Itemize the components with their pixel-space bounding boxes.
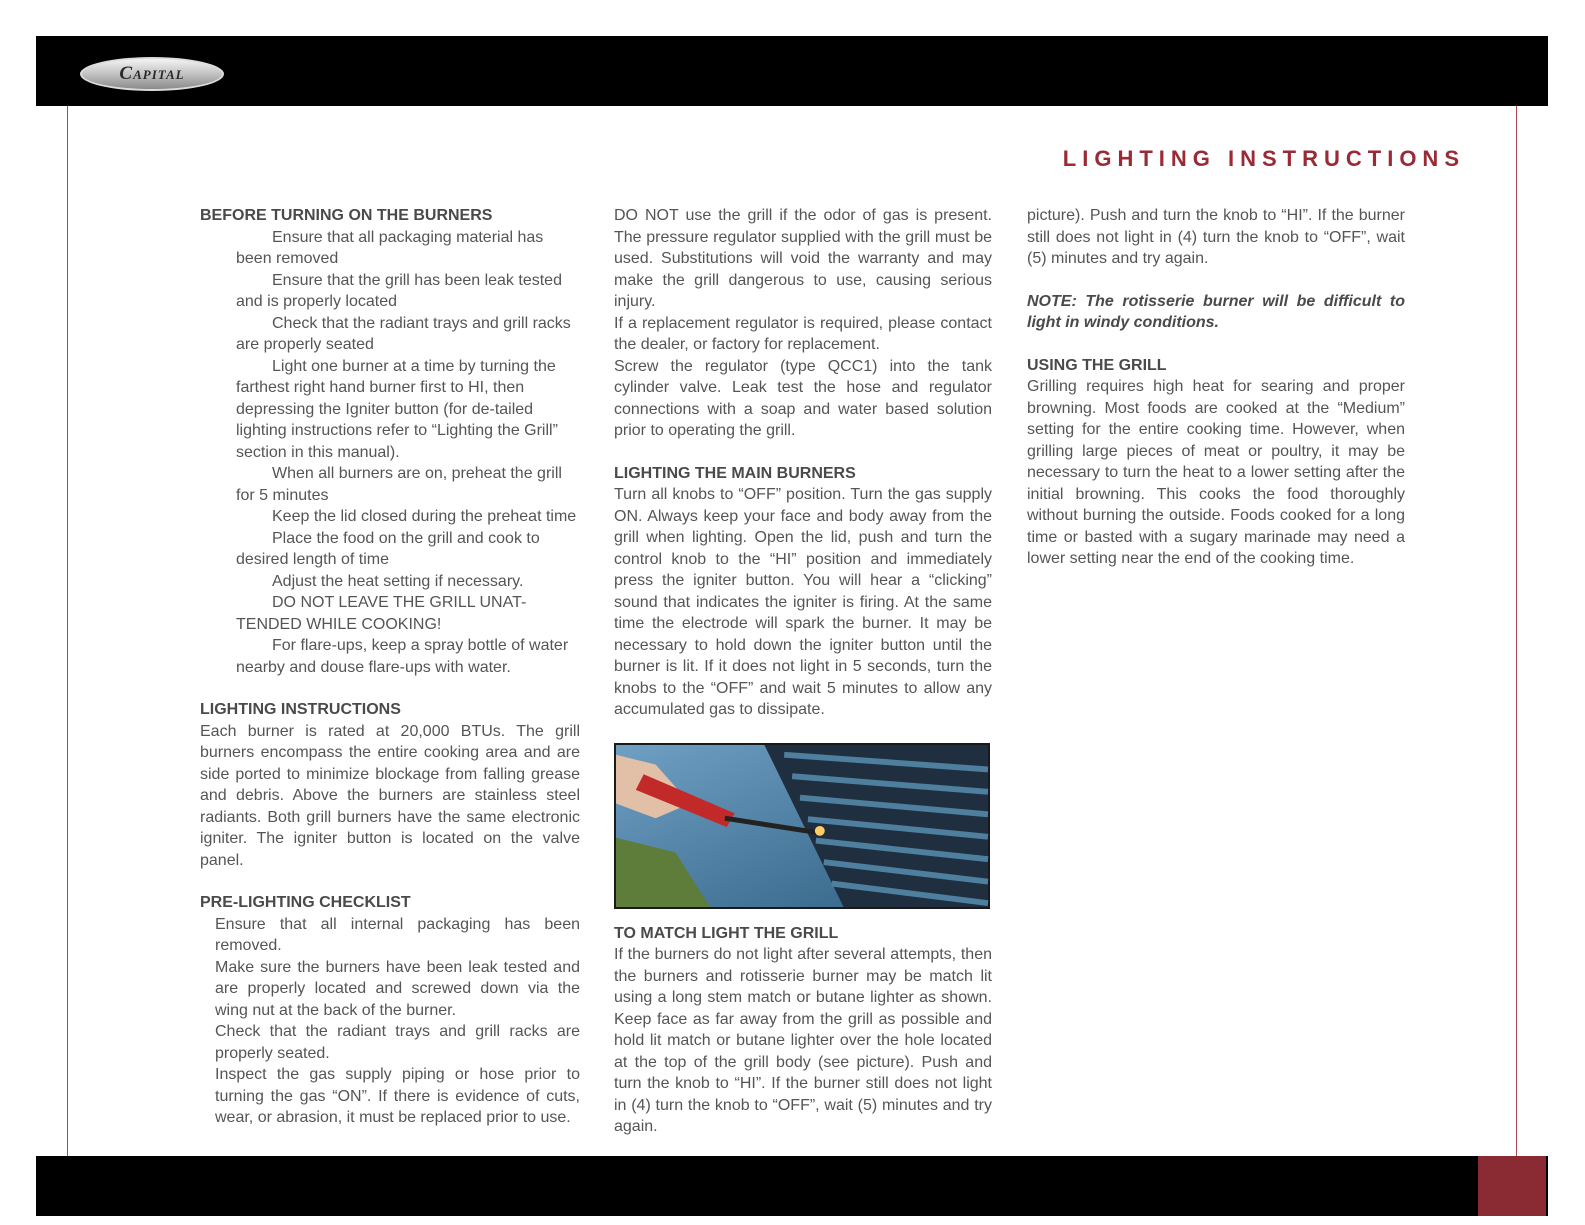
- checklist-item: Make sure the burners have been leak tested and are properly located and screwed down via the wing nut at the back of the burner.: [215, 958, 580, 1019]
- match-light-heading: TO MATCH LIGHT THE GRILL: [614, 924, 839, 942]
- checklist-item: Inspect the gas supply piping or hose prior to turning the gas “ON”. If there is evidence of cuts, wear, or abrasion, it must be replaced prior to use.: [215, 1066, 580, 1126]
- windy-note: NOTE: The rotisserie burner will be difficult to light in windy conditions.: [1027, 292, 1405, 331]
- using-grill-heading: USING THE GRILL: [1027, 356, 1167, 374]
- match-lighting-photo: [614, 743, 990, 909]
- checklist-continued: If a replacement regulator is required, please contact the dealer, or factory for replacement.: [614, 314, 992, 353]
- before-step: Keep the lid closed during the preheat time: [272, 508, 577, 525]
- main-burners-body: Turn all knobs to “OFF” position. Turn the gas supply ON. Always keep your face and body away from the grill when lighting. Open the lid, push and turn the control knob to the “HI” position and immediately press the igniter button. You will hear a “clicking” sound that indicates the igniter is firing. At the same time the electrode will spark the burner. It may be necessary to hold down the igniter button until the burner is lit. If it does not light in 5 seconds, turn the knobs to the “OFF” and wait 5 minutes to allow any accumulated gas to dissipate.: [614, 486, 992, 718]
- before-step: When all burners are on, preheat the grill for 5 minutes: [236, 465, 562, 504]
- before-step: DO NOT LEAVE THE GRILL UNAT-TENDED WHILE COOKING!: [236, 594, 527, 633]
- before-step: Adjust the heat setting if necessary.: [272, 572, 524, 590]
- logo-text: Capital: [119, 63, 185, 84]
- before-step: Light one burner at a time by turning the farthest right hand burner first to HI, then depressing the Igniter button (for de-tailed lighting instructions refer to “Lighting the Grill” section in this manual).: [236, 357, 558, 461]
- page-accent-block: [1478, 1156, 1546, 1216]
- left-rule: [67, 106, 68, 1156]
- checklist-continued: DO NOT use the grill if the odor of gas is present. The pressure regulator supplied with the grill must be used. Substitutions will void the warranty and may make the grill dangerous to use, causing serious injury.: [614, 207, 992, 310]
- before-step: Ensure that all packaging material has been removed: [236, 228, 544, 267]
- pre-lighting-heading: PRE-LIGHTING CHECKLIST: [200, 894, 411, 911]
- before-step: Ensure that the grill has been leak tested and is properly located: [236, 271, 562, 310]
- right-rule: [1516, 106, 1517, 1156]
- checklist-continued: Screw the regulator (type QCC1) into the tank cylinder valve. Leak test the hose and regulator connections with a soap and water based solution prior to operating the grill.: [614, 357, 992, 439]
- column-2: [614, 205, 992, 1135]
- before-step: Place the food on the grill and cook to desired length of time: [236, 529, 540, 568]
- column-1: [200, 205, 580, 1129]
- match-light-body: If the burners do not light after several attempts, then the burners and rotisserie burner may be match lit using a long stem match or butane lighter as shown. Keep face as far away from the grill as possible and hold lit match or butane lighter over the hole located at the top of the grill body (see picture). Push and turn the knob to “HI”. If the burner still does not light in (4) turn the knob to “OFF”, wait (5) minutes and try again.: [614, 946, 992, 1135]
- before-burners-heading: BEFORE TURNING ON THE BURNERS: [200, 207, 493, 224]
- match-light-continued: picture). Push and turn the knob to “HI”. If the burner still does not light in (4) turn the knob to “OFF”, wait (5) minutes and try again.: [1027, 207, 1405, 267]
- before-step: For flare-ups, keep a spray bottle of water nearby and douse flare-ups with water.: [236, 637, 569, 676]
- capital-logo: [80, 57, 224, 91]
- using-grill-body: Grilling requires high heat for searing and proper browning. Most foods are cooked at the “Medium” setting for the entire cooking time. However, when grilling large pieces of meat or poultry, it may be necessary to turn the heat to a lower setting after the initial browning. This cooks the food thoroughly without burning the outside. Foods cooked for a long time or basted with a sugary marinade may need a lower setting near the end of the cooking time.: [1027, 378, 1405, 567]
- before-step: Check that the radiant trays and grill racks are properly seated: [236, 314, 571, 353]
- page-title: LIGHTING INSTRUCTIONS: [1062, 146, 1465, 171]
- checklist-item: Ensure that all internal packaging has been removed.: [215, 915, 580, 954]
- top-bar: [36, 36, 1548, 106]
- lighting-instructions-body: Each burner is rated at 20,000 BTUs. The grill burners encompass the entire cooking area and are side ported to minimize blockage from falling grease and debris. Above the burners are stainless steel radiants. Both grill burners have the same electronic igniter. The igniter button is located on the valve panel.: [200, 722, 580, 869]
- column-3: [1027, 205, 1405, 570]
- bottom-bar: [36, 1156, 1548, 1216]
- main-burners-heading: LIGHTING THE MAIN BURNERS: [614, 464, 856, 482]
- checklist-item: Check that the radiant trays and grill racks are properly seated.: [215, 1023, 580, 1062]
- lighting-instructions-heading: LIGHTING INSTRUCTIONS: [200, 701, 401, 718]
